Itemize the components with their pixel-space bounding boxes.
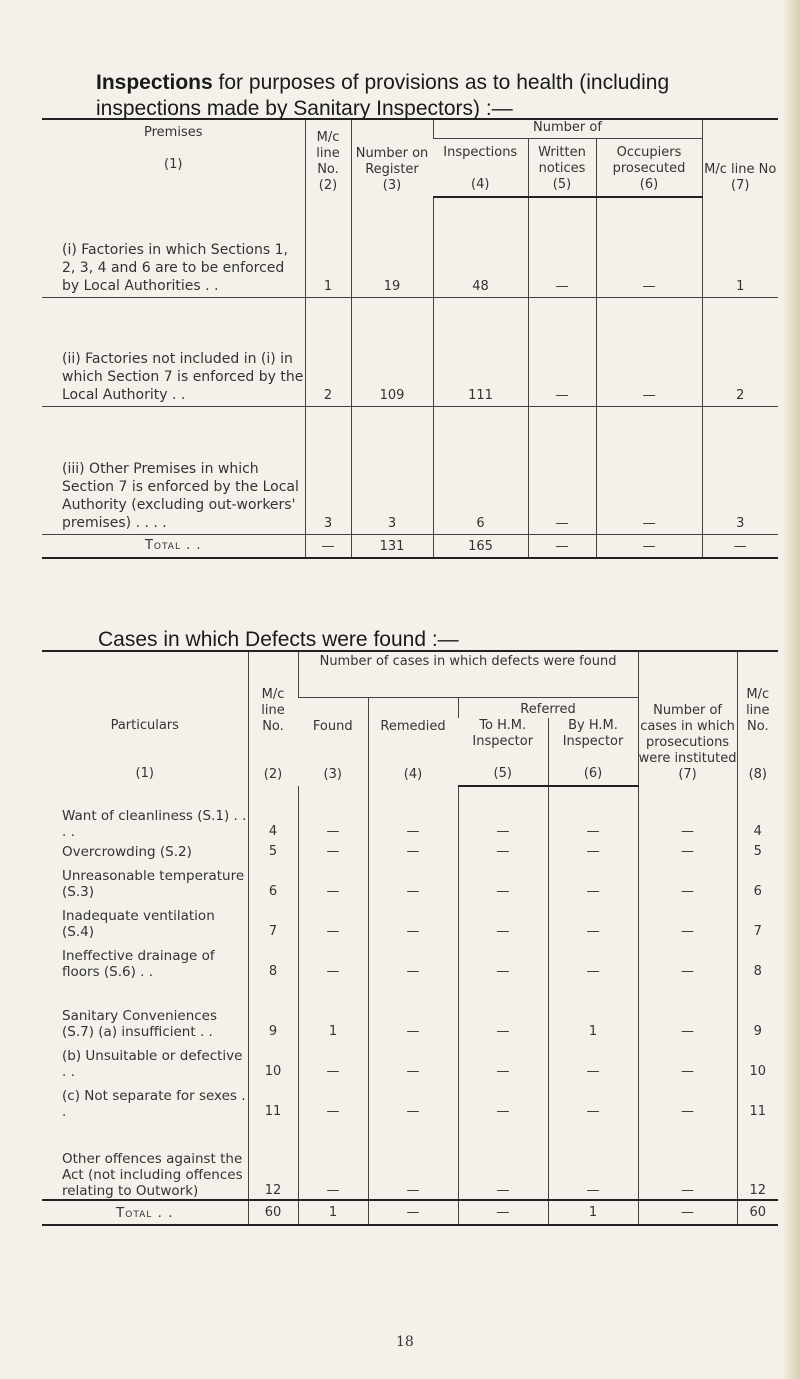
cell: — (298, 1040, 368, 1080)
heading-line2: inspections made by Sanitary Inspectors) :— (96, 97, 513, 120)
col-by-hm-inspector: By H.M. Inspector (6) (548, 718, 638, 786)
row-label: Sanitary Conveniences (S.7) (a) insufficient . . (62, 1008, 218, 1040)
cell: 2 (702, 297, 778, 406)
cell: — (458, 980, 548, 1040)
cell: 7 (737, 900, 778, 940)
table-row (42, 1080, 778, 1120)
cell: — (638, 1080, 737, 1120)
cell: 11 (248, 1080, 298, 1120)
table-row (42, 786, 778, 840)
cell: — (458, 900, 548, 940)
col-prosecutions: Number of cases in which prosecutions were instituted (7) (638, 651, 737, 786)
cell: — (458, 786, 548, 840)
col-inspections: Inspections (4) (433, 139, 528, 198)
cell: 1 (702, 197, 778, 297)
table-row (42, 840, 778, 860)
cell: 9 (737, 980, 778, 1040)
cell: 4 (737, 786, 778, 840)
cell: — (368, 940, 458, 980)
cell: — (368, 980, 458, 1040)
inspections-table (42, 118, 778, 559)
cell: — (298, 1120, 368, 1200)
page-heading (96, 70, 786, 122)
table-row (42, 197, 778, 297)
row-label: Ineffective drainage of floors (S.6) . . (62, 948, 215, 980)
cell: — (596, 197, 702, 297)
cell: — (528, 197, 596, 297)
cell: 8 (737, 940, 778, 980)
row-label: Inadequate ventilation (S.4) (62, 908, 215, 940)
cell: — (638, 1200, 737, 1225)
cell: 12 (737, 1120, 778, 1200)
heading-bold: Inspections (96, 71, 213, 94)
cell: 1 (298, 1200, 368, 1225)
cell: 6 (433, 406, 528, 534)
cell: — (458, 1120, 548, 1200)
cell: — (298, 860, 368, 900)
col-occupiers-prosecuted: Occupiers prosecuted (6) (596, 139, 702, 198)
cell: — (638, 786, 737, 840)
cell: 60 (737, 1200, 778, 1225)
cell: — (298, 900, 368, 940)
table-row (42, 980, 778, 1040)
row-label: Want of cleanliness (S.1) . . . . (62, 808, 247, 840)
total-label: Total . . (42, 1200, 248, 1225)
col-register: Number on Register (3) (351, 119, 433, 197)
cell: — (305, 534, 351, 558)
cell: — (458, 940, 548, 980)
cell: 5 (737, 840, 778, 860)
cell: 6 (737, 860, 778, 900)
cell: — (298, 786, 368, 840)
cell: — (596, 534, 702, 558)
cell: — (528, 534, 596, 558)
cell: 10 (737, 1040, 778, 1080)
cell: — (702, 534, 778, 558)
cell: — (458, 840, 548, 860)
cell: — (548, 1120, 638, 1200)
cell: 165 (433, 534, 528, 558)
cell: 9 (248, 980, 298, 1040)
col-referred: Referred (458, 698, 638, 719)
cell: — (368, 1040, 458, 1080)
table-row (42, 860, 778, 900)
cell: 131 (351, 534, 433, 558)
col-premises: Premises (1) (144, 125, 203, 172)
cell: — (638, 1120, 737, 1200)
defects-table (42, 650, 778, 1226)
cell: 5 (248, 840, 298, 860)
cell: 4 (248, 786, 298, 840)
cell: — (548, 786, 638, 840)
cell: — (548, 940, 638, 980)
cell: — (548, 1080, 638, 1120)
cell: 1 (548, 980, 638, 1040)
cell: — (528, 297, 596, 406)
cell: — (298, 1080, 368, 1120)
total-row (42, 534, 778, 558)
table-row (42, 940, 778, 980)
cell: — (368, 1080, 458, 1120)
cell: — (298, 840, 368, 860)
cell: — (368, 840, 458, 860)
col-found: Found (3) (298, 698, 368, 787)
page-number: 18 (396, 1334, 414, 1350)
cell: 109 (351, 297, 433, 406)
row-label: Overcrowding (S.2) (62, 844, 192, 860)
cell: — (638, 840, 737, 860)
cell: — (368, 786, 458, 840)
cell: 3 (702, 406, 778, 534)
cell: — (458, 1200, 548, 1225)
heading-line1: for purposes of provisions as to health (including (218, 71, 670, 94)
cell: 1 (548, 1200, 638, 1225)
col-mc-line: M/c line No. (2) (248, 651, 298, 786)
cell: 12 (248, 1120, 298, 1200)
cell: 2 (305, 297, 351, 406)
row-label: (ii) Factories not included in (i) in which Section 7 is enforced by the Local Authority . . (42, 297, 305, 406)
total-row (42, 1200, 778, 1225)
table-row (42, 900, 778, 940)
cell: 11 (737, 1080, 778, 1120)
defects-heading: Cases in which Defects were found :— (98, 628, 459, 651)
cell: — (548, 900, 638, 940)
row-label: (iii) Other Premises in which Section 7 is enforced by the Local Authority (excluding out-workers' premises) . . . . (42, 406, 305, 534)
table-row (42, 406, 778, 534)
cell: — (458, 1040, 548, 1080)
cell: — (528, 406, 596, 534)
col-group-defects: Number of cases in which defects were found (298, 651, 638, 698)
cell: — (548, 860, 638, 900)
cell: 3 (305, 406, 351, 534)
col-remedied: Remedied (4) (368, 698, 458, 787)
page-edge-shadow (782, 0, 800, 1379)
cell: 7 (248, 900, 298, 940)
table-row (42, 297, 778, 406)
cell: 60 (248, 1200, 298, 1225)
col-mc-line: M/c line No. (2) (305, 119, 351, 197)
cell: 3 (351, 406, 433, 534)
cell: — (638, 980, 737, 1040)
cell: — (638, 860, 737, 900)
row-label: (i) Factories in which Sections 1, 2, 3, 4 and 6 are to be enforced by Local Authorities . . (42, 197, 305, 297)
row-label: Other offences against the Act (not including offences relating to Outwork) (62, 1151, 243, 1199)
cell: 48 (433, 197, 528, 297)
cell: — (368, 860, 458, 900)
cell: — (548, 1040, 638, 1080)
cell: 19 (351, 197, 433, 297)
col-particulars: Particulars (1) (110, 718, 179, 781)
row-label: Unreasonable temperature (S.3) (62, 868, 245, 900)
cell: — (596, 406, 702, 534)
table-row (42, 1120, 778, 1200)
cell: 6 (248, 860, 298, 900)
col-mc-line-8: M/c line No. (8) (737, 651, 778, 786)
col-group-number-of: Number of (433, 119, 702, 139)
cell: — (368, 1120, 458, 1200)
cell: 1 (298, 980, 368, 1040)
table-row (42, 1040, 778, 1080)
row-label: (c) Not separate for sexes . . (62, 1088, 246, 1120)
cell: — (458, 860, 548, 900)
cell: — (638, 1040, 737, 1080)
col-written-notices: Written notices (5) (528, 139, 596, 198)
cell: — (458, 1080, 548, 1120)
row-label: (b) Unsuitable or defective . . (62, 1048, 243, 1080)
cell: — (368, 1200, 458, 1225)
cell: — (298, 940, 368, 980)
cell: 10 (248, 1040, 298, 1080)
cell: 8 (248, 940, 298, 980)
col-to-hm-inspector: To H.M. Inspector (5) (458, 718, 548, 786)
total-label: Total . . (144, 537, 202, 553)
col-mc-line-7: M/c line No (7) (702, 119, 778, 197)
cell: — (368, 900, 458, 940)
cell: — (548, 840, 638, 860)
cell: 111 (433, 297, 528, 406)
cell: 1 (305, 197, 351, 297)
cell: — (638, 940, 737, 980)
cell: — (596, 297, 702, 406)
cell: — (638, 900, 737, 940)
